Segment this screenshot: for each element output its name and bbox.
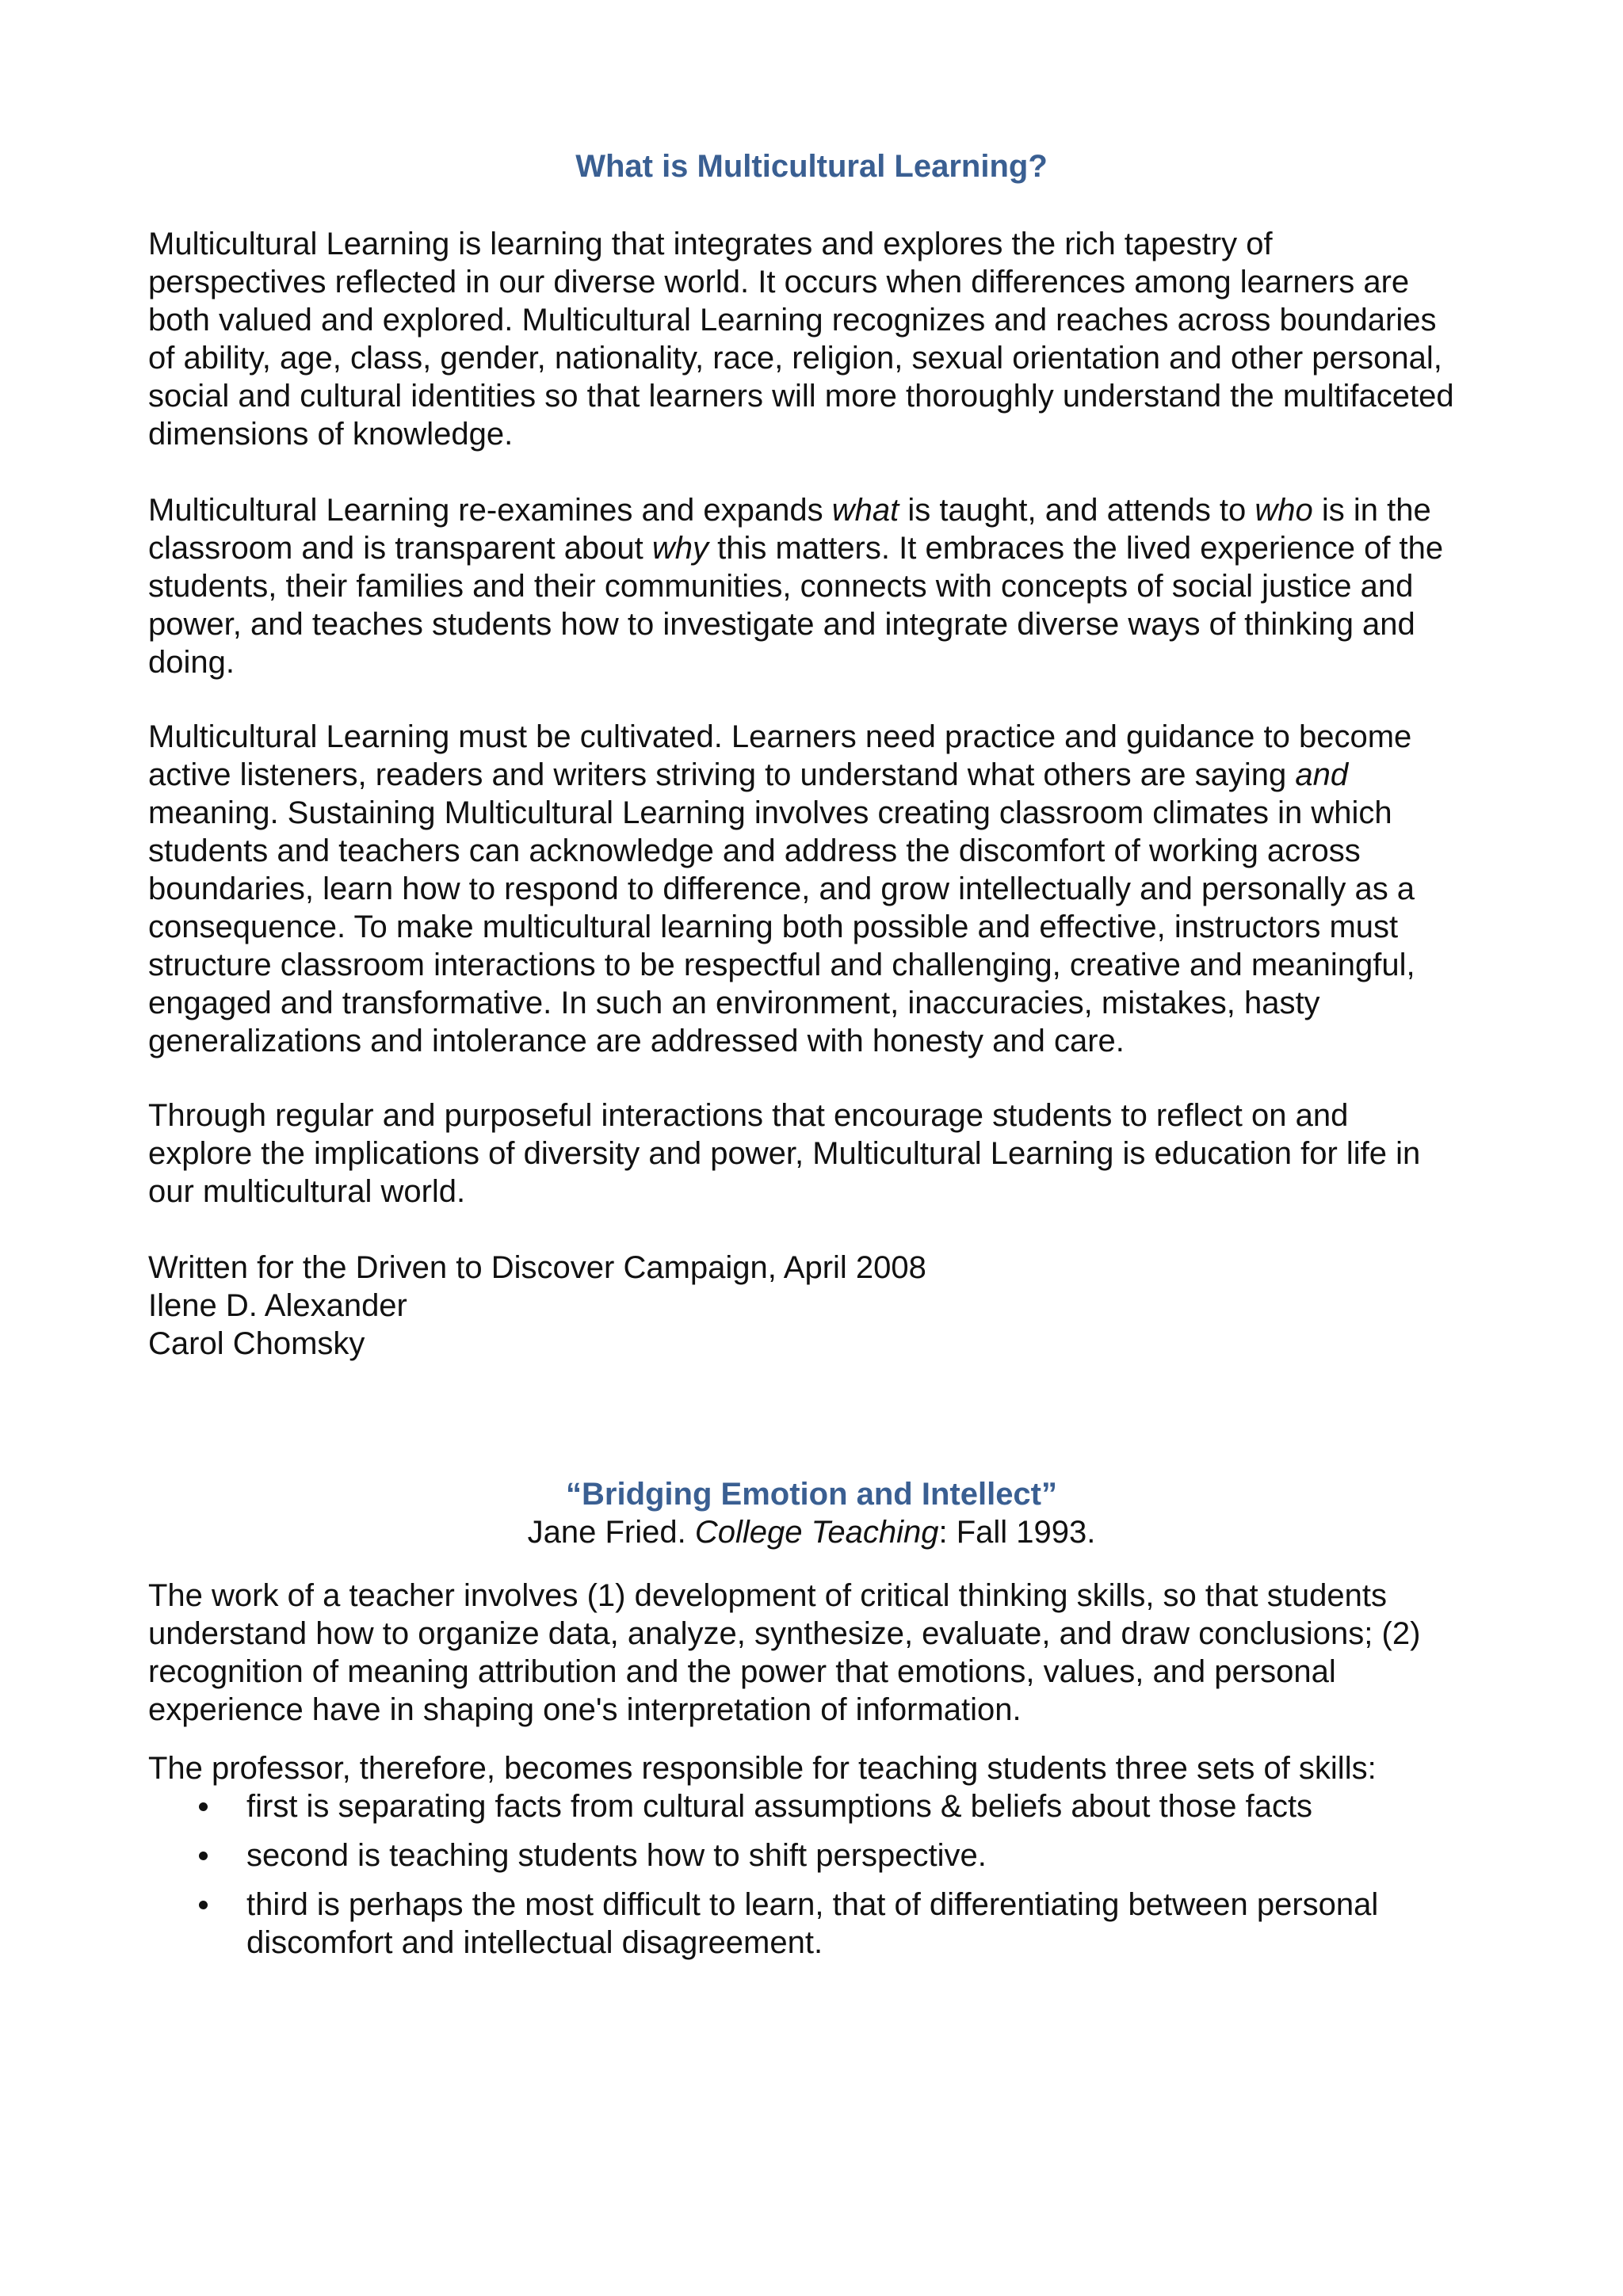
paragraph-what-who-why [148,491,1511,681]
citation-journal: College Teaching [694,1515,939,1550]
text-line: explore the implications of diversity and power, Multicultural Learning is education for life in [148,1136,1421,1171]
author-name: Ilene D. Alexander [148,1288,407,1323]
text-run: classroom and is transparent about [148,531,652,566]
author-name: Carol Chomsky [148,1326,365,1361]
text-line: perspectives reflected in our diverse world. It occurs when differences among learners are [148,265,1410,299]
credits-block [148,1249,1511,1363]
list-item [148,1886,1378,1962]
emphasis-and: and [1295,757,1349,792]
paragraph-cultivated [148,718,1511,1060]
text-line: social and cultural identities so that learners will more thoroughly understand the multifaceted [148,379,1454,414]
text-line [148,491,1511,529]
citation-line [0,1513,1623,1551]
text-run: active listeners, readers and writers striving to understand what others are saying [148,757,1296,792]
paragraph-education-for-life [148,1097,1511,1211]
list-item-text: second is teaching students how to shift perspective. [246,1838,987,1873]
text-run: is taught, and attends to [899,493,1255,528]
text-run: this matters. It embraces the lived experience of the [708,531,1444,566]
text-line: Multicultural Learning must be cultivated. Learners need practice and guidance to become [148,719,1412,754]
section-title-bridging-emotion: “Bridging Emotion and Intellect” [566,1477,1057,1512]
emphasis-who: who [1254,493,1313,528]
text-line: recognition of meaning attribution and the power that emotions, values, and personal [148,1654,1336,1689]
text-line: meaning. Sustaining Multicultural Learning involves creating classroom climates in which [148,795,1392,830]
bullet-icon [199,1852,208,1860]
text-line: structure classroom interactions to be respectful and challenging, creative and meaningful, [148,948,1415,982]
text-line [148,529,1511,567]
text-line: of ability, age, class, gender, nationality, race, religion, sexual orientation and other personal, [148,341,1442,376]
text-line: Multicultural Learning is learning that integrates and explores the rich tapestry of [148,227,1273,261]
list-item-text: first is separating facts from cultural assumptions & beliefs about those facts [246,1789,1313,1824]
list-item [148,1787,1312,1825]
list-item [148,1836,987,1875]
text-line: students, their families and their communities, connects with concepts of social justice and [148,569,1414,604]
section-title-multicultural-learning: What is Multicultural Learning? [575,149,1048,184]
text-line: boundaries, learn how to respond to difference, and grow intellectually and personally as a [148,871,1415,906]
citation-date: : Fall 1993. [938,1515,1096,1550]
text-line: dimensions of knowledge. [148,417,514,452]
text-run: is in the [1312,493,1431,528]
text-line: engaged and transformative. In such an environment, inaccuracies, mistakes, hasty [148,986,1320,1020]
text-line: The work of a teacher involves (1) development of critical thinking skills, so that students [148,1578,1387,1613]
list-item-text: discomfort and intellectual disagreement. [246,1925,823,1960]
text-line: students and teachers can acknowledge and address the discomfort of working across [148,833,1361,868]
text-line: experience have in shaping one's interpretation of information. [148,1692,1022,1727]
credit-line: Written for the Driven to Discover Campaign, April 2008 [148,1250,926,1285]
emphasis-what: what [831,493,899,528]
text-line: consequence. To make multicultural learning both possible and effective, instructors must [148,910,1399,944]
text-line: power, and teaches students how to investigate and integrate diverse ways of thinking and [148,607,1415,642]
citation-author: Jane Fried. [527,1515,695,1550]
text-line: Through regular and purposeful interactions that encourage students to reflect on and [148,1098,1349,1133]
paragraph-definition [148,225,1511,453]
paragraph-work-of-teacher [148,1577,1511,1729]
text-line [148,756,1511,794]
bullet-icon [199,1802,208,1811]
list-item-text: third is perhaps the most difficult to learn, that of differentiating between personal [246,1887,1379,1922]
text-line: generalizations and intolerance are addressed with honesty and care. [148,1024,1125,1058]
bullet-icon [199,1901,208,1909]
emphasis-why: why [651,531,709,566]
paragraph-three-skills: The professor, therefore, becomes responsible for teaching students three sets of skills: [148,1751,1377,1786]
text-line: our multicultural world. [148,1174,466,1209]
text-run: Multicultural Learning re-examines and expands [148,493,832,528]
text-line: understand how to organize data, analyze, synthesize, evaluate, and draw conclusions; (2) [148,1616,1421,1651]
text-line: both valued and explored. Multicultural Learning recognizes and reaches across boundaries [148,303,1437,338]
text-line: doing. [148,645,235,680]
